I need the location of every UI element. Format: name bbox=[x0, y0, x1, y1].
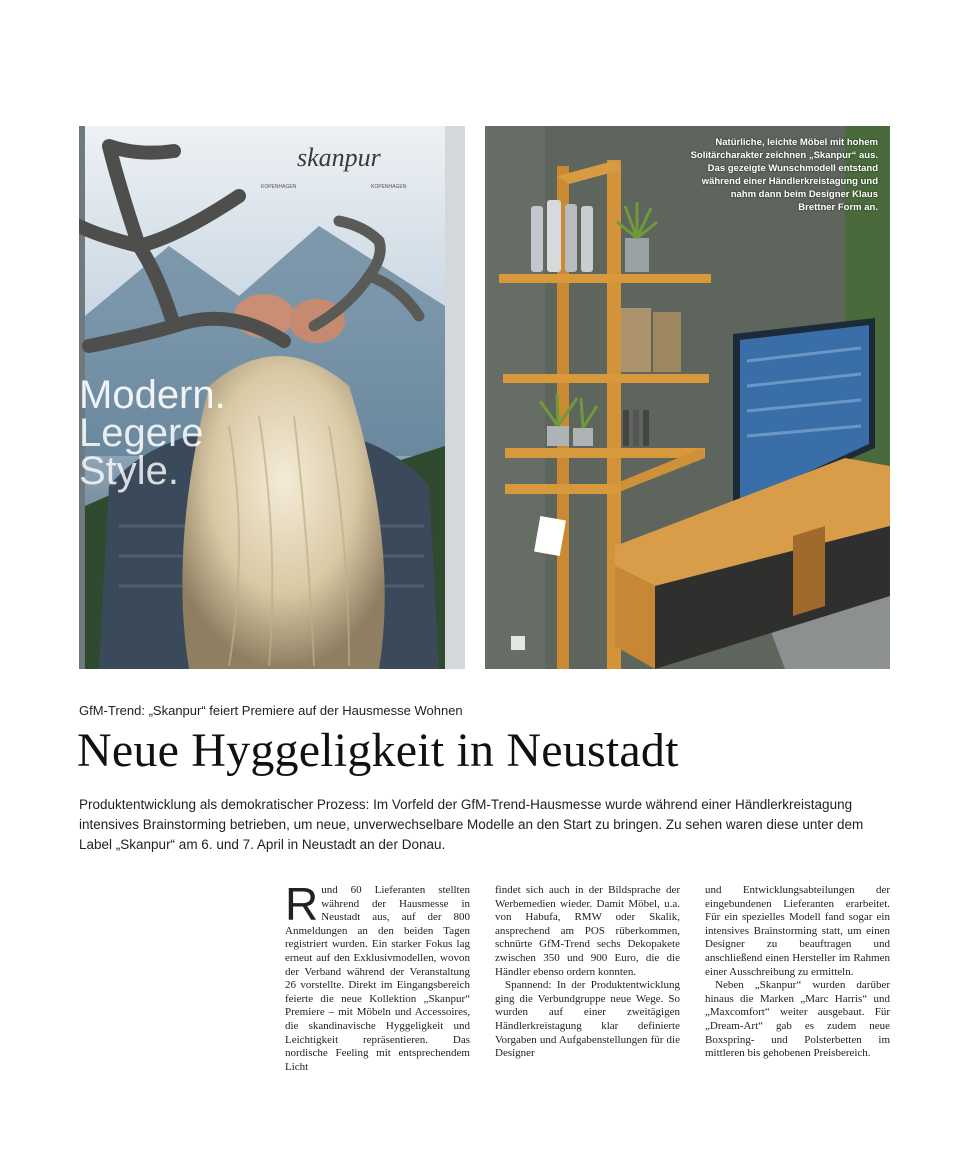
bottle bbox=[531, 206, 543, 272]
bottle bbox=[547, 200, 561, 272]
plant-pot bbox=[547, 426, 569, 446]
paragraph: Spannend: In der Produktentwicklung ging die Verbundgruppe neue Wege. So wurden auf einer zweitägigen Händlerkreistagung klar definierte Vorgaben und Aufgabenstellungen für die Designer bbox=[495, 979, 680, 1060]
photo-caption: Natürliche, leichte Möbel mit hohem Solitärcharakter zeichnen „Skanpur“ aus. Das gezeigte Wunschmodell entstand während einer Händlerkreistagung und nahm dann beim Designer Klaus Brettner Form an. bbox=[690, 137, 878, 213]
paragraph: Neben „Skanpur“ wurden darüber hinaus die Marken „Marc Harris“ und „Maxcomfort“ weiter ausgebaut. Für „Dream-Art“ gab es zudem neue Boxspring- und Polsterbetten im mittleren bis gehobenen Preisbereich. bbox=[705, 979, 890, 1060]
article-column-3 bbox=[705, 884, 890, 1061]
paragraph-text: und 60 Lieferanten stellten während der Hausmesse in Neustadt aus, auf der 800 Anmeldungen an den beiden Tagen registriert wurden. Ein starker Fokus lag erneut auf den Exklusivmodellen, wovon der Verband während der Veranstaltung 26 vorstellte. Direkt im Eingangsbereich feierte die neue Kollektion „Skanpur“ Premiere – mit Möbeln und Accessoires, die skandinavische Hyggeligkeit und Leichtigkeit repräsentieren. Das nordische Feeling mit entsprechendem Licht bbox=[285, 884, 470, 1073]
poster-line-2: Legere bbox=[79, 411, 204, 455]
plant-pot bbox=[625, 238, 649, 272]
paragraph: findet sich auch in der Bildsprache der Werbemedien wieder. Damit Möbel, u.a. von Habufa, RMW oder Skalik, ansprechend am POS rüberkommen, schnürte GfM-Trend sechs Dekopakete zwischen 350 und 900 Euro, die die Händler ebenso ordern konnten. bbox=[495, 884, 680, 978]
paragraph bbox=[285, 878, 470, 1074]
drop-cap: R bbox=[285, 878, 319, 930]
jar bbox=[621, 308, 651, 372]
article-headline: Neue Hyggeligkeit in Neustadt bbox=[77, 724, 679, 777]
wall-edge bbox=[445, 126, 465, 669]
photo-furniture bbox=[485, 126, 890, 669]
article-column-1 bbox=[285, 878, 470, 1074]
bottle bbox=[565, 204, 577, 272]
article-column-2 bbox=[495, 884, 680, 1061]
shelf-board-3 bbox=[505, 448, 705, 458]
shelf-board-4 bbox=[505, 484, 621, 494]
poster-line-1: Modern. bbox=[79, 373, 226, 417]
poster-brand: skanpur bbox=[297, 143, 381, 172]
poster-illustration bbox=[79, 126, 465, 669]
poster-brand-sub-left: KOPENHAGEN bbox=[261, 184, 297, 190]
power-socket bbox=[511, 636, 525, 650]
poster-line-3: Style. bbox=[79, 449, 180, 493]
article-lead: Produktentwicklung als demokratischer Prozess: Im Vorfeld der GfM-Trend-Hausmesse wurde während einer Händlerkreistagung intensives Brainstorming betrieben, um neue, unverwechselbare Modelle an den Start zu bringen. Zu sehen waren diese unter dem Label „Skanpur“ am 6. und 7. April in Neustadt an der Donau. bbox=[79, 797, 864, 852]
article-overline: GfM-Trend: „Skanpur“ feiert Premiere auf der Hausmesse Wohnen bbox=[79, 703, 463, 718]
poster-brand-sub-right: KOPENHAGEN bbox=[371, 184, 407, 190]
shelf-board-1 bbox=[499, 274, 711, 283]
sideboard-drawer bbox=[793, 526, 825, 616]
bottle bbox=[581, 206, 593, 272]
jar bbox=[653, 312, 681, 372]
photo-poster bbox=[79, 126, 465, 669]
shelf-board-2 bbox=[503, 374, 709, 383]
paragraph: und Entwicklungsabteilungen der eingebundenen Lieferanten erarbeitet. Für ein spezielles Modell fand sogar ein intensives Brainstorming statt, um einen Designer zu beauftragen und anschließend einen Hersteller im Rahmen einer Ausschreibung zu ermitteln. bbox=[705, 884, 890, 978]
plant-pot bbox=[573, 428, 593, 446]
